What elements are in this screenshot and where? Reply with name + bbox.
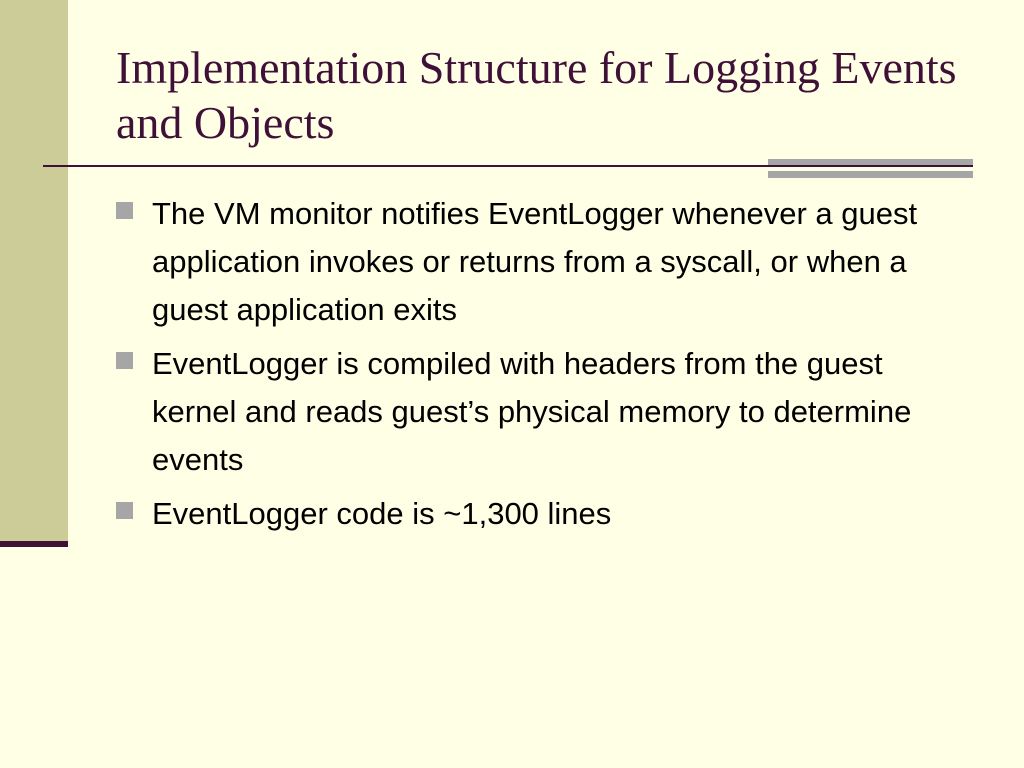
accent-bar-bottom <box>768 171 973 178</box>
bullet-item <box>116 190 936 334</box>
bullet-item <box>116 490 936 538</box>
bullet-list <box>116 190 936 544</box>
slide-title: Implementation Structure for Logging Events and Objects <box>116 42 957 148</box>
square-bullet-icon <box>116 352 133 369</box>
title-rule <box>43 165 973 167</box>
square-bullet-icon <box>116 202 133 219</box>
side-band-underline <box>0 541 68 547</box>
side-band <box>0 0 68 541</box>
square-bullet-icon <box>116 502 133 519</box>
accent-bar-top <box>768 159 973 165</box>
bullet-text: EventLogger code is ~1,300 lines <box>152 496 612 531</box>
bullet-item <box>116 340 936 484</box>
bullet-text: EventLogger is compiled with headers from the guest kernel and reads guest’s physical memory to determine events <box>152 346 912 477</box>
bullet-text: The VM monitor notifies EventLogger whenever a guest application invokes or returns from a syscall, or when a guest application exits <box>152 196 918 327</box>
